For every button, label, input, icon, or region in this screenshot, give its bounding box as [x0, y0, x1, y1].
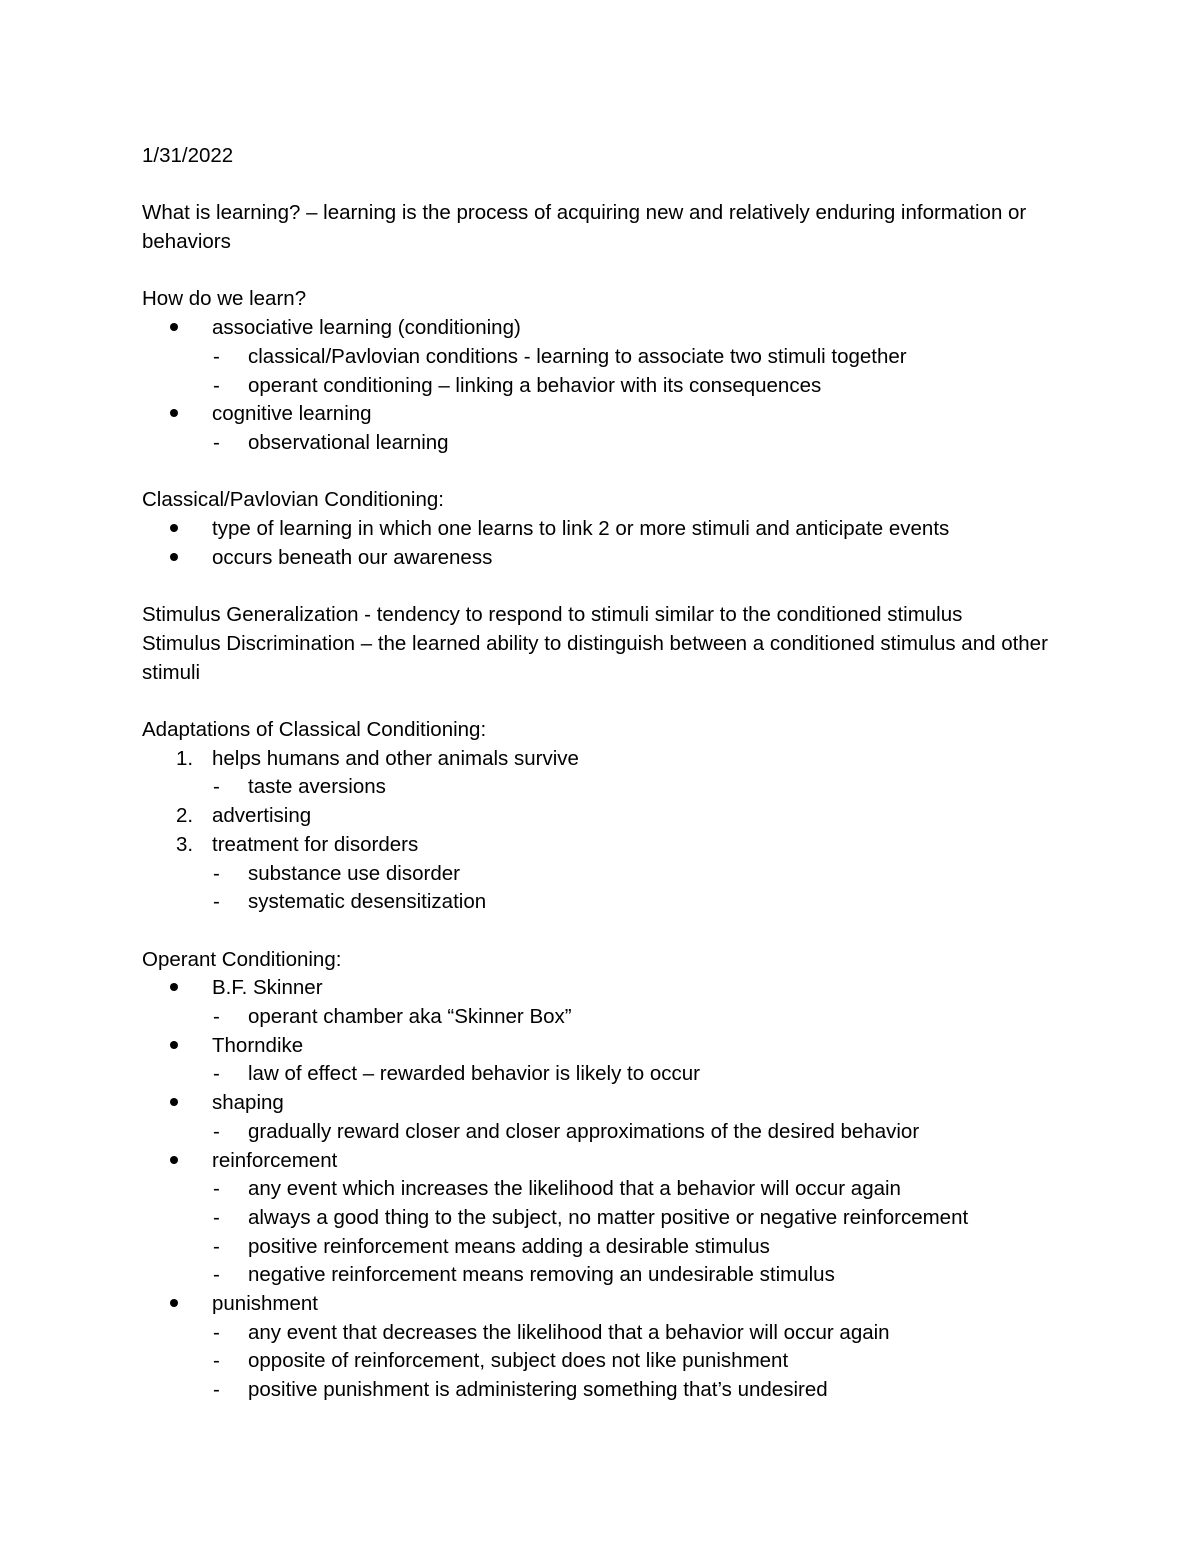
- dash-icon: -: [213, 1119, 220, 1143]
- dash-icon: -: [213, 1263, 220, 1287]
- classical-list: [142, 515, 1072, 572]
- dash-icon: -: [213, 373, 220, 397]
- dash-icon: -: [213, 890, 220, 914]
- dash-icon: -: [213, 775, 220, 799]
- dash-icon: -: [213, 344, 220, 368]
- list-item: B.F. Skinner: [142, 974, 1072, 1003]
- numbered-item: 2. advertising: [142, 802, 1072, 831]
- bullet-icon: [170, 544, 206, 573]
- numbered-item: 3. treatment for disorders: [142, 831, 1072, 860]
- sub-list-item: - positive punishment is administering something that’s undesired: [142, 1376, 1072, 1405]
- dash-icon: -: [213, 861, 220, 885]
- list-item: associative learning (conditioning): [142, 314, 1072, 343]
- list-item: reinforcement: [142, 1147, 1072, 1176]
- sub-list-item: - any event that decreases the likelihood that a behavior will occur again: [142, 1319, 1072, 1348]
- list-item: cognitive learning: [142, 400, 1072, 429]
- dash-icon: -: [213, 1349, 220, 1373]
- bullet-icon: [170, 1089, 206, 1118]
- sub-list-item: - opposite of reinforcement, subject does not like punishment: [142, 1347, 1072, 1376]
- sub-list-item: - classical/Pavlovian conditions - learning to associate two stimuli together: [142, 343, 1072, 372]
- list-item: occurs beneath our awareness: [142, 544, 1072, 573]
- dash-icon: -: [213, 1005, 220, 1028]
- section-heading-adaptations: Adaptations of Classical Conditioning:: [142, 717, 487, 741]
- item-number: 3.: [176, 832, 194, 856]
- stimulus-discrimination: Stimulus Discrimination – the learned ability to distinguish between a conditioned stimulus and other stimuli: [142, 631, 1048, 684]
- bullet-icon: [170, 400, 206, 429]
- dash-icon: -: [213, 1205, 220, 1229]
- dash-icon: -: [213, 1320, 220, 1344]
- dash-icon: -: [213, 1234, 220, 1258]
- sub-list-item: - operant conditioning – linking a behavior with its consequences: [142, 372, 1072, 401]
- note-date: 1/31/2022: [142, 144, 234, 167]
- sub-list-item: - any event which increases the likelihood that a behavior will occur again: [142, 1175, 1072, 1204]
- sub-list-item: - negative reinforcement means removing an undesirable stimulus: [142, 1261, 1072, 1290]
- list-item: punishment: [142, 1290, 1072, 1319]
- bullet-icon: [170, 1147, 206, 1176]
- sub-list-item: - operant chamber aka “Skinner Box”: [142, 1003, 1072, 1032]
- bullet-icon: [170, 1290, 206, 1319]
- sub-list-item: - positive reinforcement means adding a desirable stimulus: [142, 1233, 1072, 1262]
- section-heading-classical: Classical/Pavlovian Conditioning:: [142, 488, 444, 512]
- item-number: 1.: [176, 746, 194, 770]
- section-heading-how: How do we learn?: [142, 287, 307, 311]
- sub-list-item: - taste aversions: [142, 773, 1072, 802]
- bullet-icon: [170, 314, 206, 343]
- dash-icon: -: [213, 1378, 220, 1402]
- list-item: type of learning in which one learns to link 2 or more stimuli and anticipate events: [142, 515, 1072, 544]
- numbered-item: 1. helps humans and other animals survive: [142, 745, 1072, 774]
- sub-list-item: - always a good thing to the subject, no matter positive or negative reinforcement: [142, 1204, 1072, 1233]
- sub-list-item: - substance use disorder: [142, 860, 1072, 889]
- adaptations-list: [142, 745, 1072, 917]
- sub-list-item: - gradually reward closer and closer approximations of the desired behavior: [142, 1118, 1072, 1147]
- bullet-icon: [170, 1032, 206, 1061]
- item-number: 2.: [176, 804, 194, 828]
- stimulus-generalization: Stimulus Generalization - tendency to respond to stimuli similar to the conditioned stimulus: [142, 603, 963, 627]
- sub-list-item: - systematic desensitization: [142, 888, 1072, 917]
- intro-paragraph: What is learning? – learning is the process of acquiring new and relatively enduring information or behaviors: [142, 201, 1027, 254]
- operant-list: [142, 974, 1072, 1405]
- sub-list-item: - law of effect – rewarded behavior is likely to occur: [142, 1060, 1072, 1089]
- list-item: shaping: [142, 1089, 1072, 1118]
- document-page: [142, 142, 1072, 1405]
- list-item: Thorndike: [142, 1032, 1072, 1061]
- sub-list-item: - observational learning: [142, 429, 1072, 458]
- dash-icon: -: [213, 1177, 220, 1201]
- how-list: [142, 314, 1072, 458]
- dash-icon: -: [213, 431, 220, 454]
- bullet-icon: [170, 515, 206, 544]
- bullet-icon: [170, 974, 206, 1003]
- section-heading-operant: Operant Conditioning:: [142, 947, 342, 971]
- dash-icon: -: [213, 1062, 220, 1086]
